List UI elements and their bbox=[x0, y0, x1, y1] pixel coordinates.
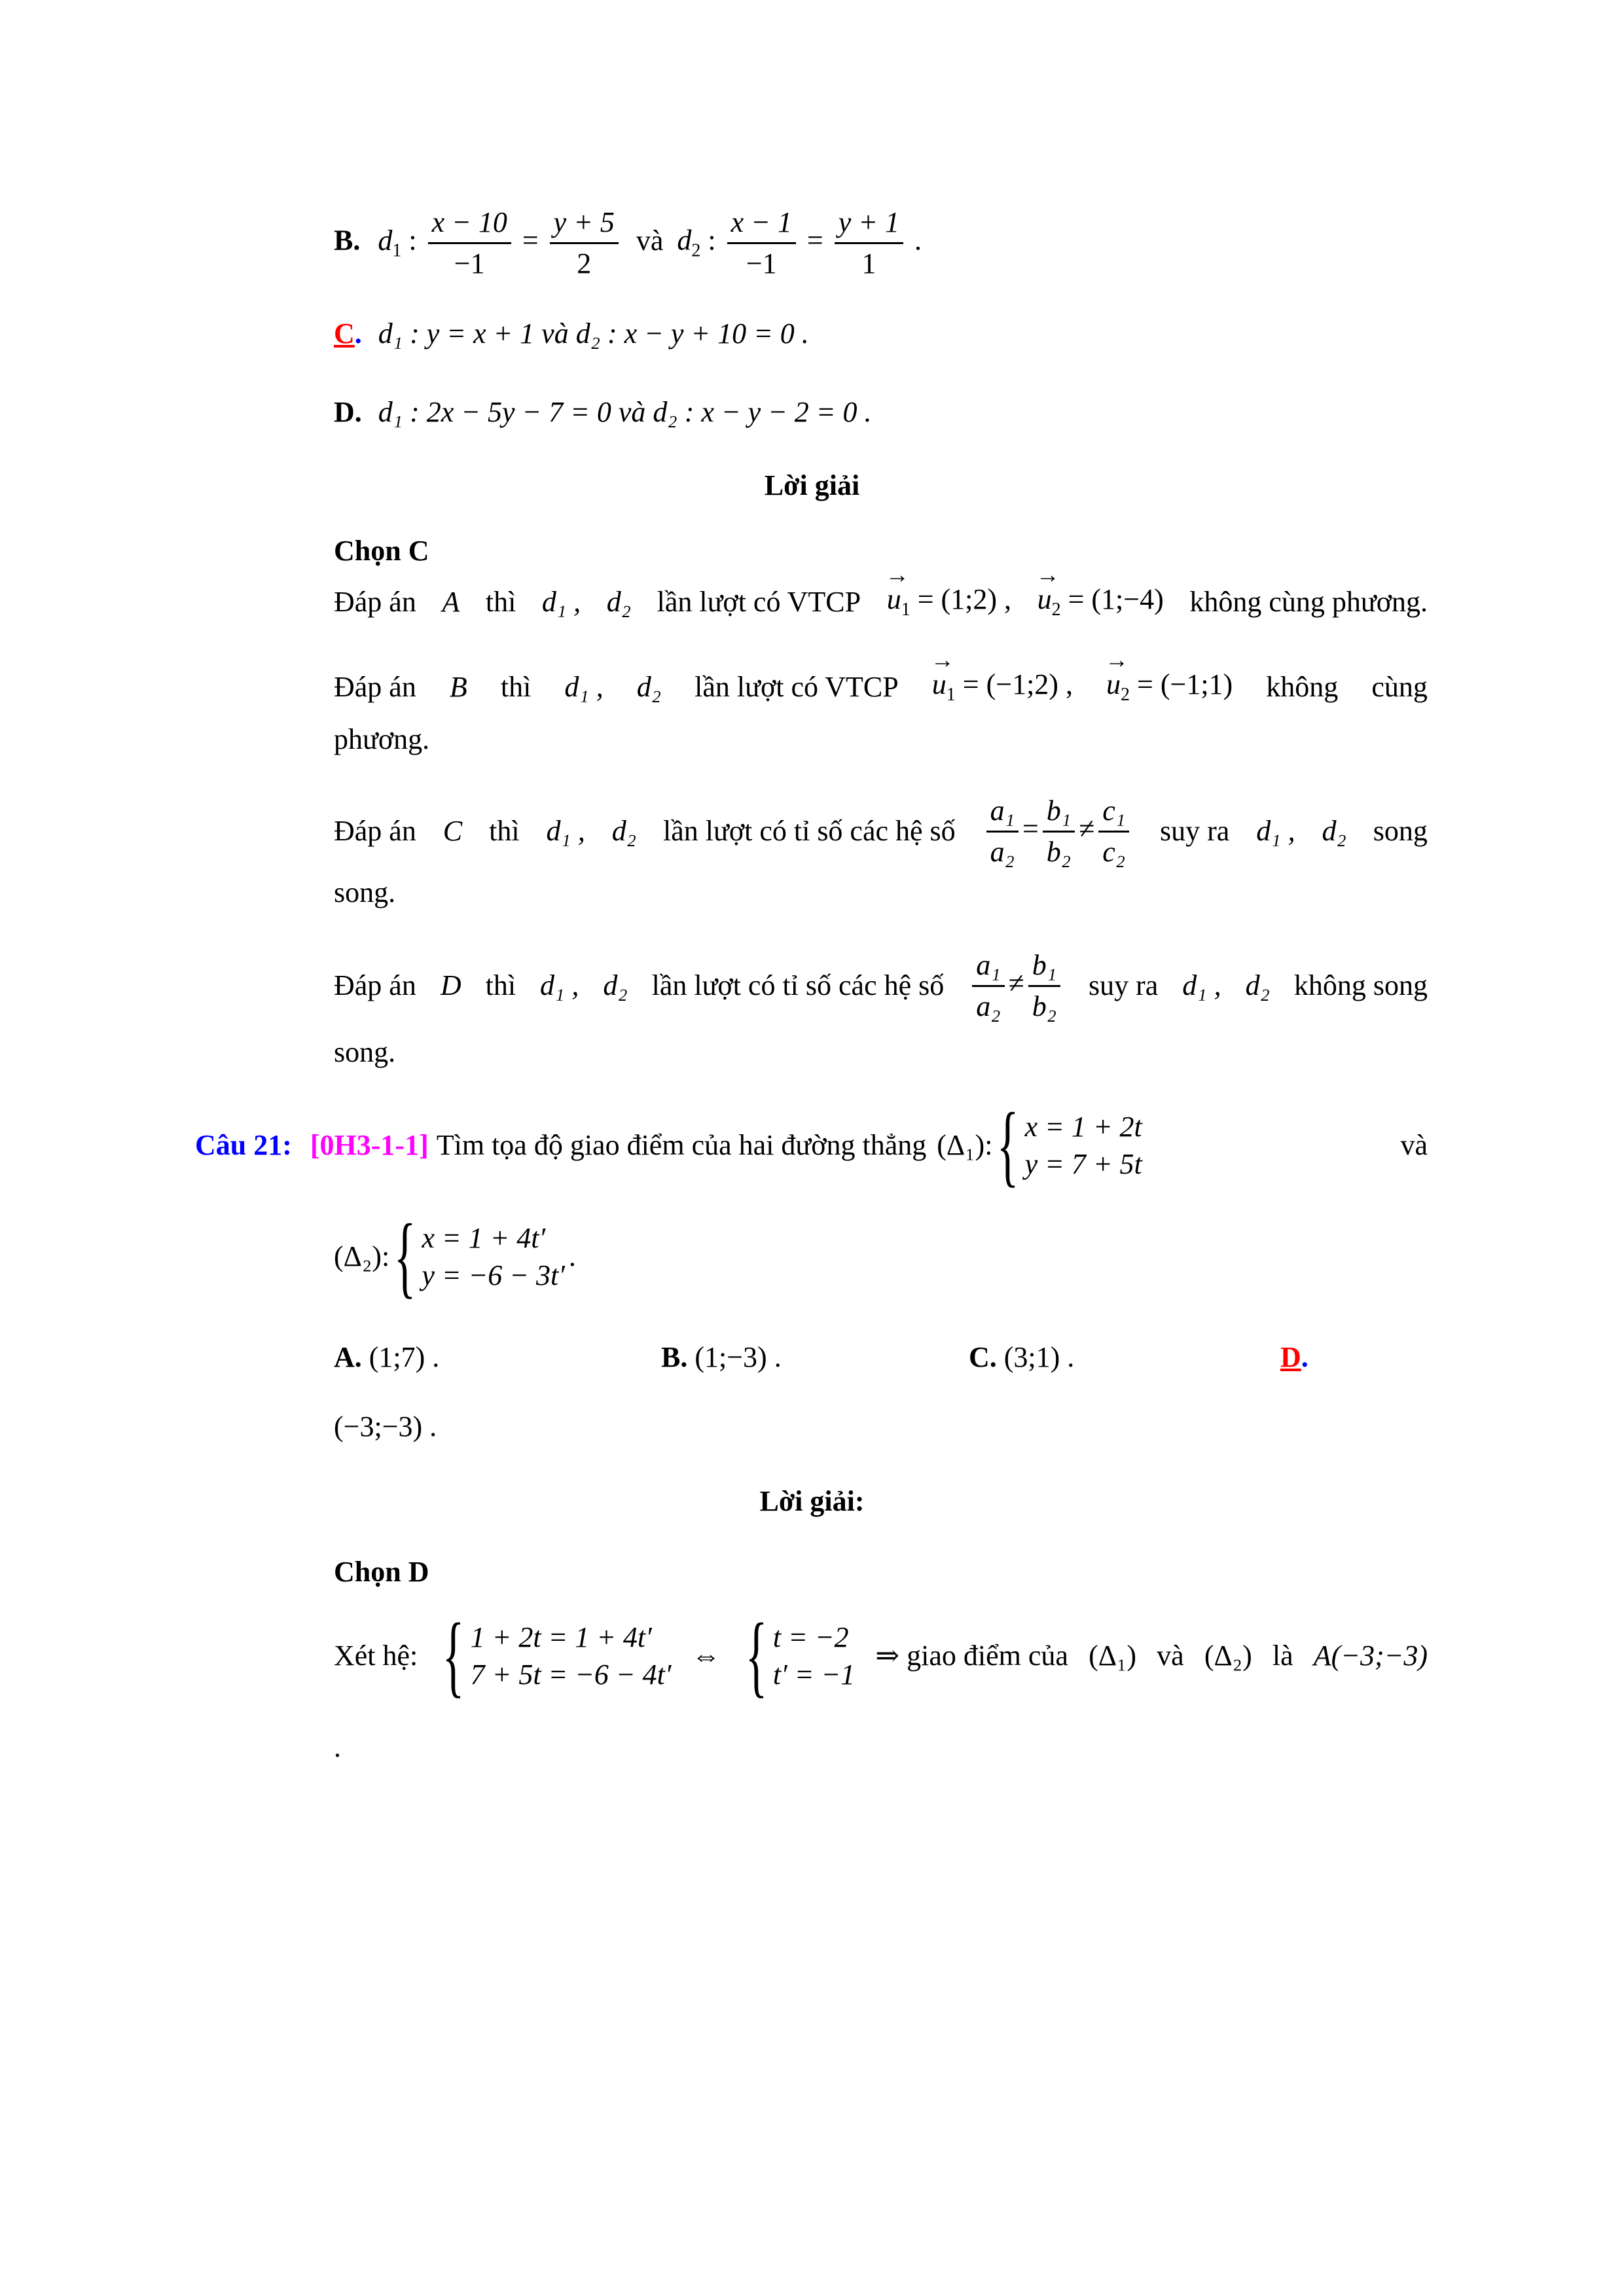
fraction: $\frac{\text{b₁}}{\text{b₂}}$ bbox=[1043, 797, 1075, 867]
question-number: Câu 21: bbox=[195, 1129, 292, 1161]
solution-line-d: Đáp án D thì d₁ , d₂ lần lượt có tỉ số các hệ số $\frac{\text{a₁}}{\text{a₂}}$ ≠ $\frac{\text{b₁}}{\text{b₂}}$ suy ra d₁ , d₂ không song bbox=[334, 948, 1428, 1022]
solution-line-c: Đáp án C thì d₁ , d₂ lần lượt có tỉ số các hệ số $\frac{\text{a₁}}{\text{a₂}}$ = $\frac{\text{b₁}}{\text{b₂}}$ ≠ $\frac{\text{c₁}}{\text{c₂}}$ suy ra d₁ , d₂ song bbox=[334, 794, 1428, 868]
solution-choice: Chọn C bbox=[334, 535, 429, 567]
fraction: $\frac{x - 1}{-1}$ bbox=[727, 208, 796, 278]
answers-21: A. (1;7) . B. (1;−3) . C. (3;1) . D. bbox=[334, 1341, 1308, 1373]
answer-b-label: B. bbox=[661, 1341, 688, 1373]
question-21-line2: (Δ₂): { x = 1 + 4t′ y = −6 − 3t′ . bbox=[334, 1206, 576, 1307]
answer-d-label: D bbox=[1280, 1341, 1301, 1373]
fraction: $\frac{\text{c₁}}{\text{c₂}}$ bbox=[1098, 797, 1129, 867]
fraction: $\frac{\text{a₁}}{\text{a₂}}$ bbox=[986, 797, 1019, 867]
answer-c-label: C. bbox=[969, 1341, 997, 1373]
solution-line-d2: song. bbox=[334, 1036, 396, 1068]
equation-system: { x = 1 + 4t′ y = −6 − 3t′ bbox=[393, 1206, 565, 1307]
option-c-label: C bbox=[334, 317, 355, 350]
solution-line-c2: song. bbox=[334, 876, 396, 908]
fraction: $\frac{x - 10}{-1}$ bbox=[428, 208, 511, 278]
equation-system: { 1 + 2t = 1 + 4t′ 7 + 5t = −6 − 4t′ bbox=[442, 1605, 672, 1706]
fraction: $\frac{y + 5}{2}$ bbox=[550, 208, 619, 278]
equation-system: { t = −2 t′ = −1 bbox=[745, 1605, 856, 1706]
solution-line-a: Đáp án A thì d₁ , d₂ lần lượt có VTCP → $u_1$ = (1;2) , → $u_2$ = (1;−4) không cùng phương. bbox=[334, 583, 1428, 622]
answer-a-label: A. bbox=[334, 1341, 362, 1373]
fraction: $\frac{y + 1}{1}$ bbox=[835, 208, 903, 278]
answer-d-value: (−3;−3) . bbox=[334, 1410, 437, 1443]
solution-title: Lời giải bbox=[764, 469, 860, 501]
solution2-system: Xét hệ: { 1 + 2t = 1 + 4t′ 7 + 5t = −6 − 4t′ ⇔ { t = −2 t′ = −1 ⇒ giao điểm của (Δ₁) và (Δ₂) là A(−3;−3) bbox=[334, 1605, 1428, 1706]
question-21: Câu 21: [0H3-1-1] Tìm tọa độ giao điểm của hai đường thẳng (Δ₁): { x = 1 + 2t y = 7 + 5t và bbox=[195, 1094, 1428, 1196]
question-text: Tìm tọa độ giao điểm của hai đường thẳng bbox=[436, 1129, 927, 1161]
option-c: C. d₁ : y = x + 1 và d₂ : x − y + 10 = 0 . bbox=[334, 317, 809, 350]
option-b-label: B. bbox=[334, 224, 361, 257]
fraction: $\frac{\text{a₁}}{\text{a₂}}$ bbox=[972, 951, 1004, 1021]
equation-system: { x = 1 + 2t y = 7 + 5t bbox=[997, 1094, 1142, 1196]
solution-line-b: Đáp án B thì d₁ , d₂ lần lượt có VTCP → $u_1$ = (−1;2) , → $u_2$ = (−1;1) không cùng bbox=[334, 668, 1428, 707]
solution2-choice: Chọn D bbox=[334, 1556, 429, 1588]
solution-line-b2: phương. bbox=[334, 723, 430, 755]
question-tag: [0H3-1-1] bbox=[310, 1129, 429, 1161]
option-d-label: D. bbox=[334, 396, 362, 428]
option-b: B. $d_1$ : $\frac{x - 10}{-1}$ = $\frac{y + 5}{2}$ và $d_2$ : $\frac{x - 1}{-1}$ = $\frac{y + 1}{1}$ . bbox=[334, 206, 922, 279]
option-d: D. d₁ : 2x − 5y − 7 = 0 và d₂ : x − y − 2 = 0 . bbox=[334, 396, 872, 428]
fraction: $\frac{\text{b₁}}{\text{b₂}}$ bbox=[1028, 951, 1060, 1021]
solution2-title: Lời giải: bbox=[759, 1485, 865, 1517]
solution2-end: . bbox=[334, 1731, 341, 1763]
